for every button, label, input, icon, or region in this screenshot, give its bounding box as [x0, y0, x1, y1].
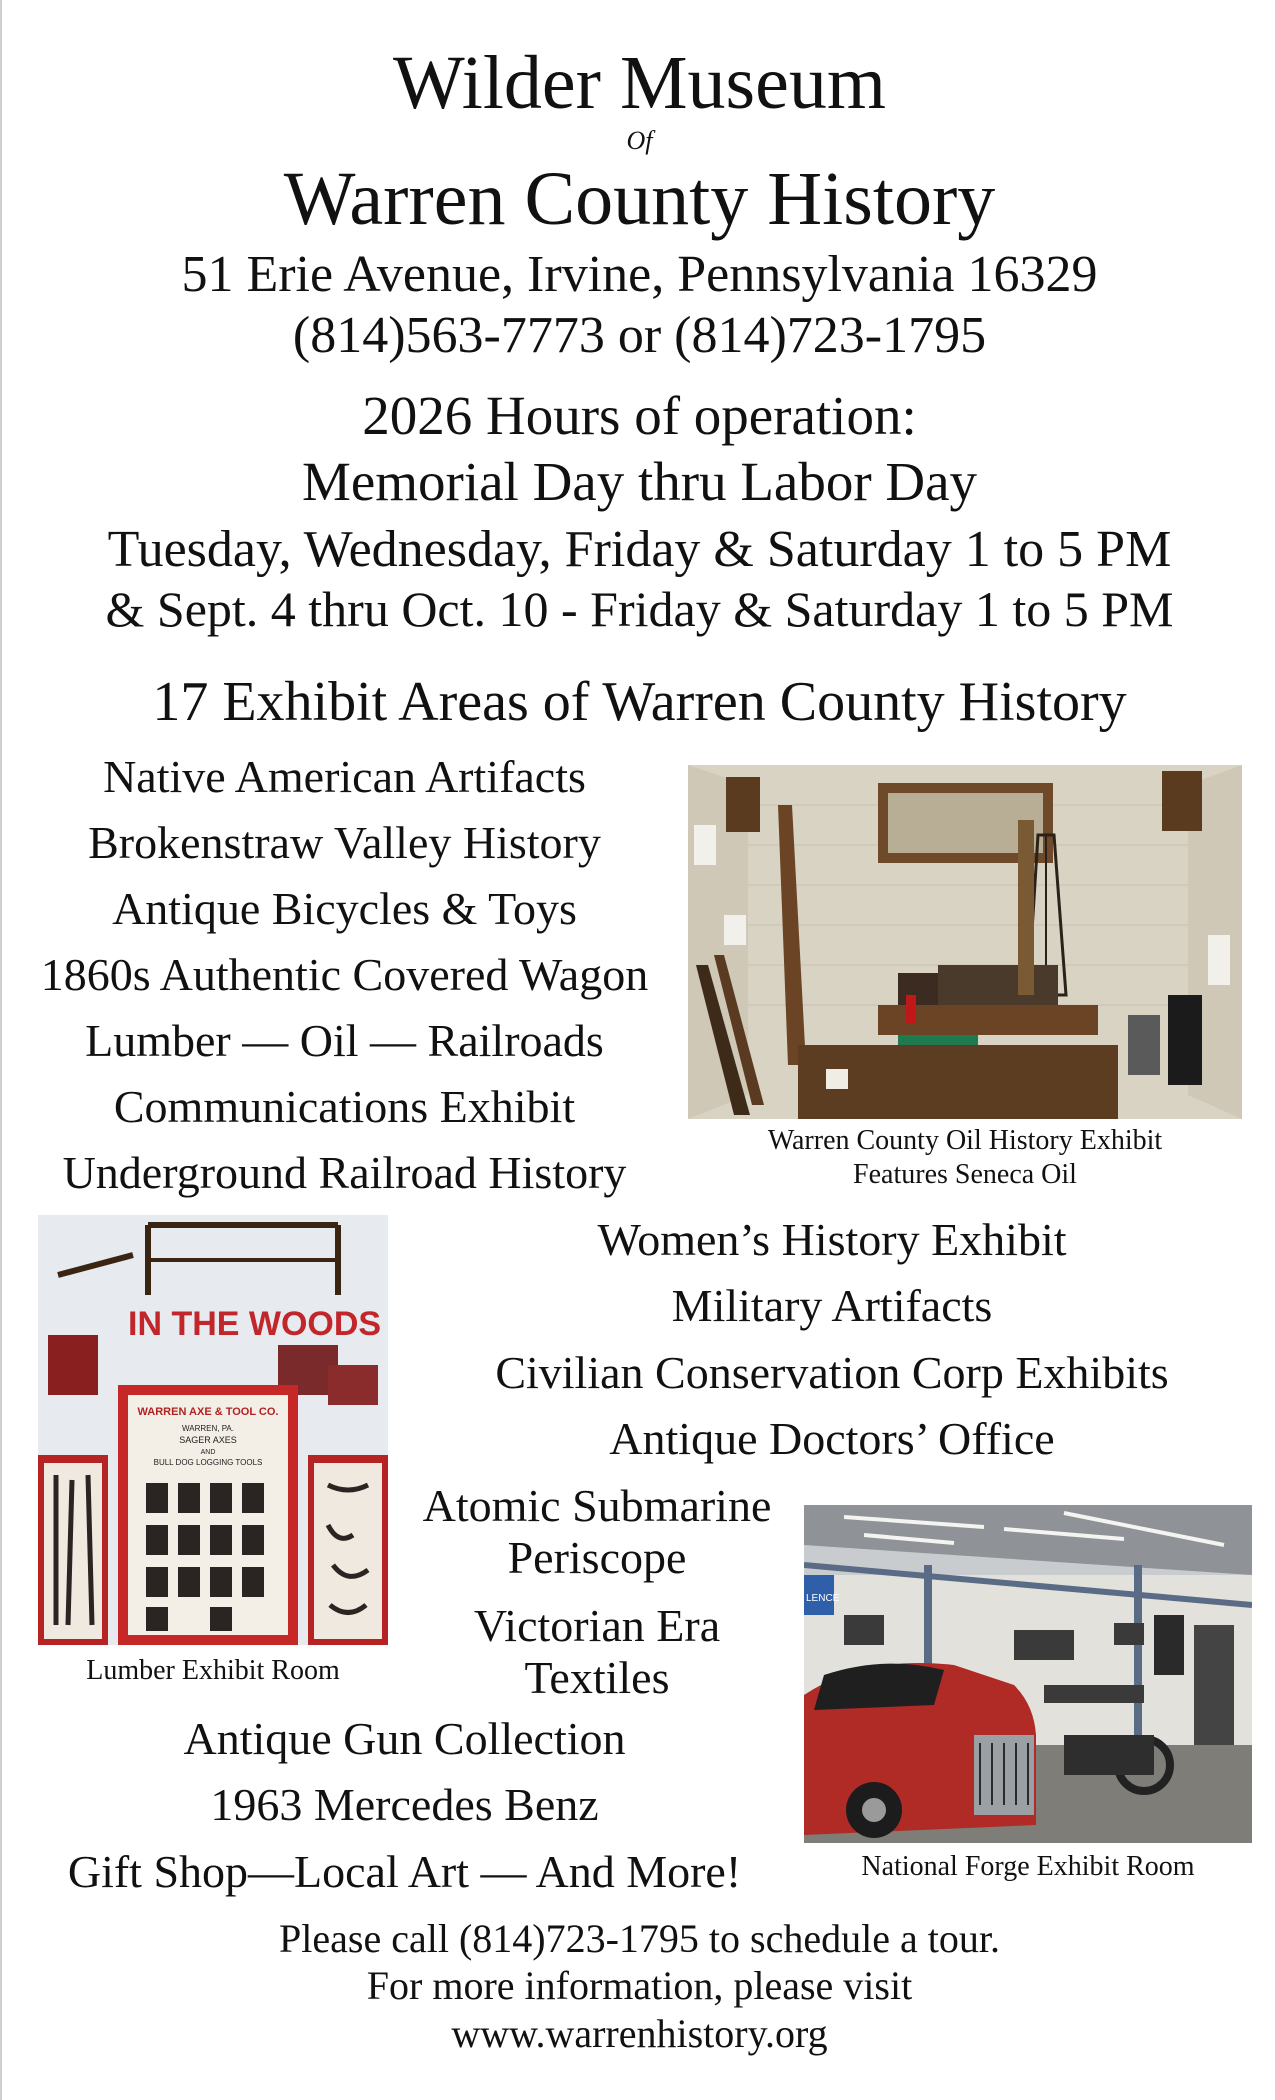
lumber-board-sub1: WARREN, PA.: [181, 1424, 235, 1433]
exhibit-item: Antique Gun Collection: [183, 1713, 626, 1764]
footer-call: Please call (814)723-1795 to schedule a tour.: [279, 1916, 1000, 1961]
museum-address: 51 Erie Avenue, Irvine, Pennsylvania 16329: [181, 246, 1098, 303]
footer-info: For more information, please visit: [366, 1963, 913, 2008]
exhibit-item: Women’s History Exhibit: [597, 1214, 1067, 1265]
forge-exhibit-photo: [804, 1505, 1252, 1843]
exhibit-item: Native American Artifacts: [103, 751, 586, 802]
museum-title-of: Of: [626, 126, 653, 155]
museum-subtitle: Warren County History: [283, 157, 996, 241]
forge-exhibit-illustration: [804, 1505, 1252, 1843]
lumber-board-sub3: AND: [200, 1449, 216, 1456]
exhibit-item: Gift Shop—Local Art — And More!: [67, 1846, 742, 1897]
exhibit-item: 1963 Mercedes Benz: [210, 1779, 599, 1830]
lumber-exhibit-caption: Lumber Exhibit Room: [86, 1655, 340, 1686]
exhibit-item: 1860s Authentic Covered Wagon: [40, 949, 649, 1000]
lumber-exhibit-photo: [38, 1215, 388, 1645]
exhibit-item: Antique Doctors’ Office: [609, 1413, 1055, 1464]
hours-heading: 2026 Hours of operation:: [362, 385, 917, 446]
exhibit-item: Victorian Era Textiles: [473, 1600, 721, 1703]
footer-website-link[interactable]: www.warrenhistory.org: [451, 2011, 828, 2056]
museum-phones: (814)563-7773 or (814)723-1795: [292, 307, 987, 364]
oil-exhibit-caption-1: Warren County Oil History Exhibit: [767, 1125, 1163, 1156]
lumber-board-title: WARREN AXE & TOOL CO.: [137, 1406, 279, 1418]
exhibits-heading: 17 Exhibit Areas of Warren County History: [152, 671, 1127, 733]
lumber-board-sub4: BULL DOG LOGGING TOOLS: [153, 1458, 263, 1467]
hours-fall: & Sept. 4 thru Oct. 10 - Friday & Saturday 1 to 5 PM: [105, 581, 1174, 637]
oil-exhibit-caption-2: Features Seneca Oil: [853, 1159, 1077, 1190]
exhibit-item: Brokenstraw Valley History: [88, 817, 601, 868]
exhibit-item: Civilian Conservation Corp Exhibits: [495, 1347, 1169, 1398]
hours-days: Tuesday, Wednesday, Friday & Saturday 1 to 5 PM: [107, 521, 1172, 578]
exhibit-item: Communications Exhibit: [113, 1081, 576, 1132]
lumber-sign-text: IN THE WOODS: [128, 1305, 382, 1343]
hours-season: Memorial Day thru Labor Day: [301, 451, 978, 512]
lumber-board-sub2: SAGER AXES: [179, 1435, 237, 1445]
forge-exhibit-caption: National Forge Exhibit Room: [861, 1851, 1195, 1882]
exhibit-item: Atomic Submarine Periscope: [422, 1480, 772, 1583]
exhibit-item: Antique Bicycles & Toys: [112, 883, 577, 934]
oil-exhibit-illustration: [688, 765, 1242, 1119]
lumber-exhibit-illustration: [38, 1215, 388, 1645]
exhibit-item: Underground Railroad History: [62, 1147, 627, 1198]
forge-banner-text: LENCE: [806, 1593, 840, 1604]
oil-exhibit-photo: [688, 765, 1242, 1119]
museum-title: Wilder Museum: [393, 41, 886, 125]
exhibit-item: Lumber — Oil — Railroads: [85, 1015, 604, 1066]
exhibit-item: Military Artifacts: [671, 1280, 993, 1331]
